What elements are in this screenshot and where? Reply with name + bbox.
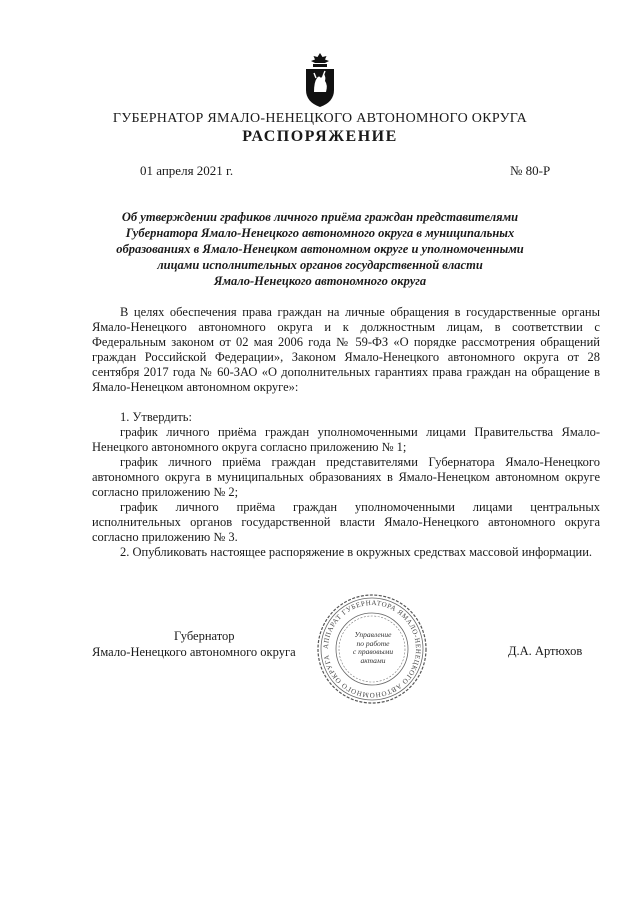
item-1b-paragraph: график личного приёма граждан представителями Губернатора Ямало-Ненецкого автономного округа в муниципальных образованиях в Ямало-Ненецком автономном округе согласно приложению № 2; bbox=[92, 455, 600, 499]
item-2-paragraph: 2. Опубликовать настоящее распоряжение в окружных средствах массовой информации. bbox=[120, 545, 593, 559]
item-1a-paragraph: график личного приёма граждан уполномоченными лицами Правительства Ямало-Ненецкого автономного округа согласно приложению № 1; bbox=[92, 425, 600, 454]
title-line: Ямало-Ненецкого автономного округа bbox=[213, 274, 427, 288]
signer-title-line2: Ямало-Ненецкого автономного округа bbox=[92, 645, 296, 659]
signer-title-line1: Губернатор bbox=[174, 629, 235, 643]
coat-of-arms-emblem-icon bbox=[303, 52, 337, 108]
stamp-line: с правовыми bbox=[352, 647, 394, 656]
document-title bbox=[100, 209, 540, 289]
signer-title bbox=[92, 628, 332, 660]
title-line: Губернатора Ямало-Ненецкого автономного округа в муниципальных bbox=[125, 226, 515, 240]
signer-name: Д.А. Артюхов bbox=[508, 644, 583, 658]
item-1c-paragraph: график личного приёма граждан уполномоченными лицами центральных исполнительных органов государственной власти Ямало-Ненецкого автономного округа согласно приложению № 3. bbox=[92, 500, 600, 544]
stamp-line: по работе bbox=[356, 638, 390, 648]
document-date: 01 апреля 2021 г. bbox=[140, 163, 234, 178]
stamp-ring-text: АППАРАТ ГУБЕРНАТОРА ЯМАЛО-НЕНЕЦКОГО АВТОНОМНОГО ОКРУГА bbox=[321, 598, 423, 700]
document-number: № 80-Р bbox=[510, 163, 551, 178]
issuer-title: ГУБЕРНАТОР ЯМАЛО-НЕНЕЦКОГО АВТОНОМНОГО ОКРУГА bbox=[112, 111, 528, 126]
title-line: лицами исполнительных органов государственной власти bbox=[157, 258, 483, 272]
stamp-center-text bbox=[347, 631, 399, 665]
item-1-paragraph: 1. Утвердить: bbox=[120, 410, 192, 424]
preamble-paragraph: В целях обеспечения права граждан на личные обращения в государственные органы Ямало-Ненецкого автономного округа и к должностным лицам, в соответствии с Федеральным законом от 02 мая 2006 года № 59-ФЗ «О порядке рассмотрения обращений граждан Российской Федерации», Законом Ямало-Ненецкого автономного округа от 28 сентября 2017 года № 60-ЗАО «О дополнительных гарантиях права граждан на обращение в Ямало-Ненецком автономном округе»: bbox=[92, 305, 600, 394]
title-line: образованиях в Ямало-Ненецком автономном округе и уполномоченными bbox=[116, 242, 524, 256]
stamp-line: актами bbox=[360, 655, 386, 665]
title-line: Об утверждении графиков личного приёма граждан представителями bbox=[121, 210, 519, 224]
stamp-line: Управление bbox=[354, 630, 392, 639]
document-type: РАСПОРЯЖЕНИЕ bbox=[242, 128, 398, 145]
document-body bbox=[92, 305, 600, 560]
